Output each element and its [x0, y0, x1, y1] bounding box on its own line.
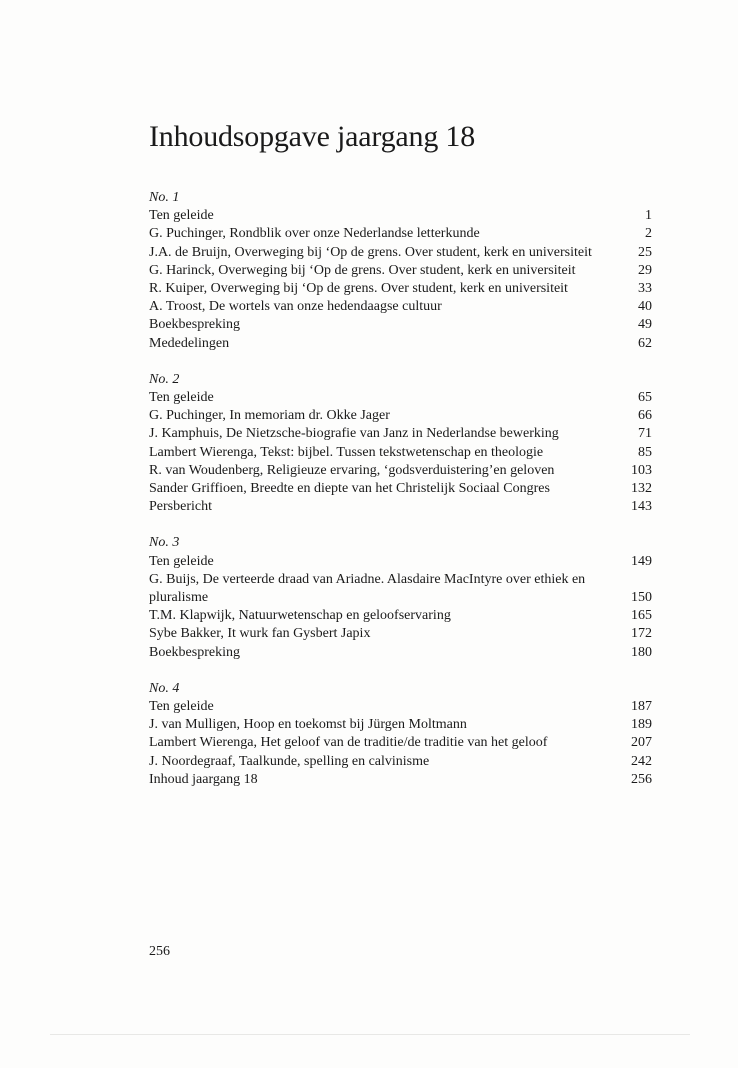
toc-entry — [149, 734, 652, 752]
toc-entry — [149, 753, 652, 771]
toc-entry-page: 172 — [631, 626, 652, 642]
page-title: Inhoudsopgave jaargang 18 — [149, 120, 476, 153]
toc-entry-title: G. Puchinger, In memoriam dr. Okke Jager — [149, 408, 390, 424]
toc-entry-page: 62 — [638, 335, 652, 351]
toc-entry-title: R. van Woudenberg, Religieuze ervaring, ‘godsverduistering’en geloven — [149, 462, 555, 478]
toc-entry — [149, 553, 652, 571]
toc-entry-title: J. Kamphuis, De Nietzsche-biografie van Janz in Nederlandse bewerking — [149, 426, 559, 442]
toc-entry-page: 71 — [638, 426, 652, 442]
toc-entry-page: 85 — [638, 444, 652, 460]
toc-entry — [149, 425, 652, 443]
toc-entry-title: Boekbespreking — [149, 317, 240, 333]
toc-entry-page: 33 — [638, 281, 652, 296]
toc-entry-title: Ten geleide — [149, 553, 214, 569]
issue-section — [149, 189, 652, 353]
toc-entry — [149, 607, 652, 625]
page-edge-divider — [50, 1034, 690, 1035]
issue-section — [149, 371, 652, 517]
toc-entry-page: 2 — [645, 226, 652, 242]
toc-entry-title: Sander Griffioen, Breedte en diepte van het Christelijk Sociaal Congres — [149, 481, 550, 497]
toc-entry — [149, 480, 652, 498]
issue-section — [149, 534, 652, 661]
toc-entry-page: 256 — [631, 771, 652, 787]
toc-entry-page: 207 — [631, 735, 652, 751]
toc-entry-title: Lambert Wierenga, Het geloof van de traditie/de traditie van het geloof — [149, 735, 548, 751]
toc-entry-page: 149 — [631, 553, 652, 569]
toc-entry-page: 40 — [638, 299, 652, 315]
toc-entry-title: G. Harinck, Overweging bij ‘Op de grens. Over student, kerk en universiteit — [149, 262, 576, 278]
toc-entry-title: Ten geleide — [149, 699, 214, 715]
toc-entry-title: J.A. de Bruijn, Overweging bij ‘Op de grens. Over student, kerk en universiteit — [149, 244, 592, 260]
toc-entry-title: G. Puchinger, Rondblik over onze Nederlandse letterkunde — [149, 226, 480, 242]
toc-entry-title: Ten geleide — [149, 390, 214, 405]
toc-entry-title: Inhoud jaargang 18 — [149, 771, 258, 787]
toc-entry-title: Ten geleide — [149, 208, 214, 224]
toc-entry — [149, 244, 652, 262]
table-of-contents — [149, 189, 652, 807]
toc-entry-title: J. van Mulligen, Hoop en toekomst bij Jürgen Moltmann — [149, 717, 467, 733]
issue-label: No. 1 — [149, 190, 180, 205]
toc-entry-page: 1 — [645, 208, 652, 224]
page-number: 256 — [149, 944, 170, 959]
toc-entry-title: R. Kuiper, Overweging bij ‘Op de grens. Over student, kerk en universiteit — [149, 281, 568, 296]
toc-entry — [149, 298, 652, 316]
toc-entry-page: 49 — [638, 317, 652, 333]
toc-entry-title: T.M. Klapwijk, Natuurwetenschap en geloofservaring — [149, 608, 451, 624]
toc-entry — [149, 389, 652, 407]
toc-entry — [149, 498, 652, 516]
toc-entry-page: 65 — [638, 390, 652, 405]
toc-entry-title: G. Buijs, De verteerde draad van Ariadne. Alasdaire MacIntyre over ethiek en pluralisme — [149, 571, 586, 606]
toc-entry — [149, 625, 652, 643]
issue-label: No. 2 — [149, 371, 180, 387]
toc-entry-page: 165 — [631, 608, 652, 624]
toc-entry-page: 132 — [631, 481, 652, 497]
toc-entry — [149, 335, 652, 353]
issue-label: No. 3 — [149, 535, 180, 551]
toc-entry — [149, 225, 652, 243]
toc-entry-title: Persbericht — [149, 499, 212, 515]
toc-entry — [149, 462, 652, 480]
toc-entry-title: Boekbespreking — [149, 644, 240, 660]
toc-entry — [149, 698, 652, 716]
toc-entry-page: 150 — [631, 590, 652, 606]
toc-entry — [149, 644, 652, 662]
toc-entry-title: Mededelingen — [149, 335, 230, 351]
toc-entry — [149, 407, 652, 425]
toc-entry — [149, 771, 652, 789]
toc-entry-title: J. Noordegraaf, Taalkunde, spelling en calvinisme — [149, 753, 430, 769]
toc-entry — [149, 316, 652, 334]
toc-entry-title: Lambert Wierenga, Tekst: bijbel. Tussen tekstwetenschap en theologie — [149, 444, 544, 460]
toc-entry — [149, 280, 652, 298]
toc-entry — [149, 262, 652, 280]
issue-label: No. 4 — [149, 680, 180, 696]
toc-entry-page: 187 — [631, 699, 652, 715]
issue-section — [149, 680, 652, 789]
toc-entry-page: 180 — [631, 644, 652, 660]
toc-entry — [149, 207, 652, 225]
toc-entry-page: 242 — [631, 753, 652, 769]
toc-entry-page: 103 — [631, 462, 652, 478]
toc-entry-page: 189 — [631, 717, 652, 733]
toc-entry-page: 66 — [638, 408, 652, 424]
toc-entry-title: Sybe Bakker, It wurk fan Gysbert Japix — [149, 626, 371, 642]
toc-entry — [149, 571, 652, 607]
toc-entry-title: A. Troost, De wortels van onze hedendaagse cultuur — [149, 299, 442, 315]
toc-entry — [149, 444, 652, 462]
toc-entry-page: 29 — [638, 262, 652, 278]
toc-entry-page: 25 — [638, 244, 652, 260]
toc-entry — [149, 716, 652, 734]
toc-entry-page: 143 — [631, 499, 652, 515]
